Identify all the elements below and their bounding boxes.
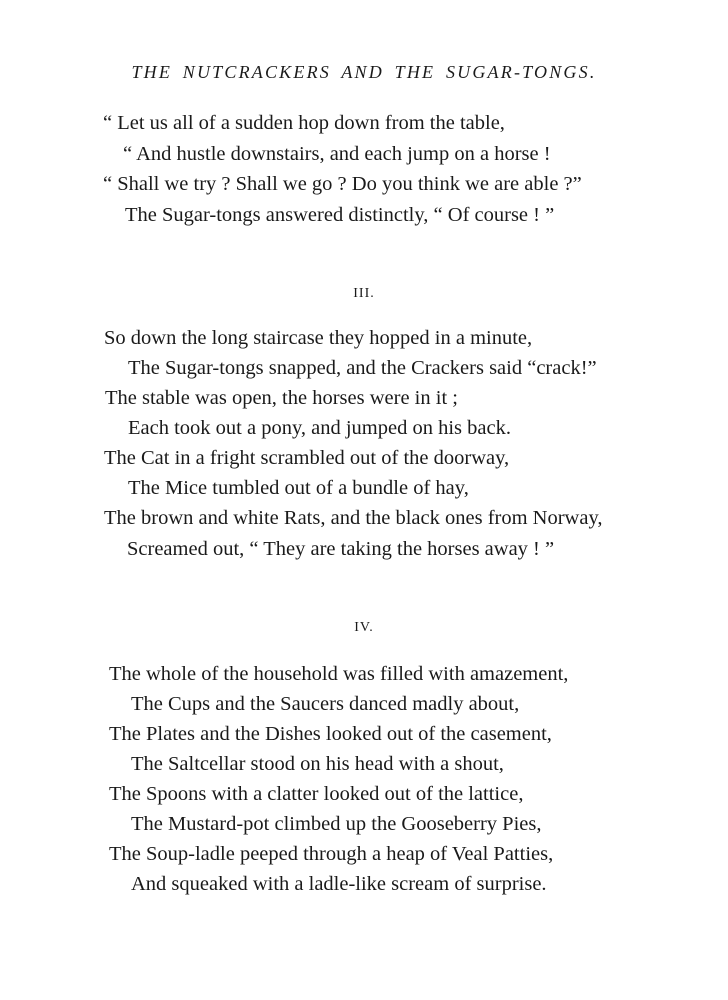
verse-line: “ Let us all of a sudden hop down from the table, xyxy=(103,112,505,134)
verse-line: And squeaked with a ladle-like scream of surprise. xyxy=(131,873,547,895)
section-number-iii: III. xyxy=(353,286,375,301)
verse-line: The Spoons with a clatter looked out of the lattice, xyxy=(109,783,524,805)
verse-line: The whole of the household was filled with amazement, xyxy=(109,663,569,685)
verse-line: “ Shall we try ? Shall we go ? Do you think we are able ?” xyxy=(103,173,582,195)
verse-line: The Plates and the Dishes looked out of the casement, xyxy=(109,723,552,745)
verse-line: The stable was open, the horses were in it ; xyxy=(105,387,458,409)
verse-line: The Mice tumbled out of a bundle of hay, xyxy=(128,477,469,499)
verse-line: The Mustard-pot climbed up the Gooseberry Pies, xyxy=(131,813,542,835)
running-head: THE NUTCRACKERS AND THE SUGAR-TONGS. xyxy=(131,62,597,82)
verse-line: The Cups and the Saucers danced madly about, xyxy=(131,693,520,715)
verse-line: The Sugar-tongs snapped, and the Crackers said “crack!” xyxy=(128,357,597,379)
verse-line: The Saltcellar stood on his head with a shout, xyxy=(131,753,504,775)
verse-line: The Soup-ladle peeped through a heap of Veal Patties, xyxy=(109,843,554,865)
verse-line: So down the long staircase they hopped in a minute, xyxy=(104,327,533,349)
section-number-iv: IV. xyxy=(354,620,374,635)
verse-line: Screamed out, “ They are taking the horses away ! ” xyxy=(127,538,555,560)
verse-line: The Cat in a fright scrambled out of the doorway, xyxy=(104,447,510,469)
verse-line: “ And hustle downstairs, and each jump on a horse ! xyxy=(123,143,551,165)
verse-line: The Sugar-tongs answered distinctly, “ Of course ! ” xyxy=(125,204,555,226)
verse-line: Each took out a pony, and jumped on his back. xyxy=(128,417,511,439)
verse-line: The brown and white Rats, and the black ones from Norway, xyxy=(104,507,603,529)
